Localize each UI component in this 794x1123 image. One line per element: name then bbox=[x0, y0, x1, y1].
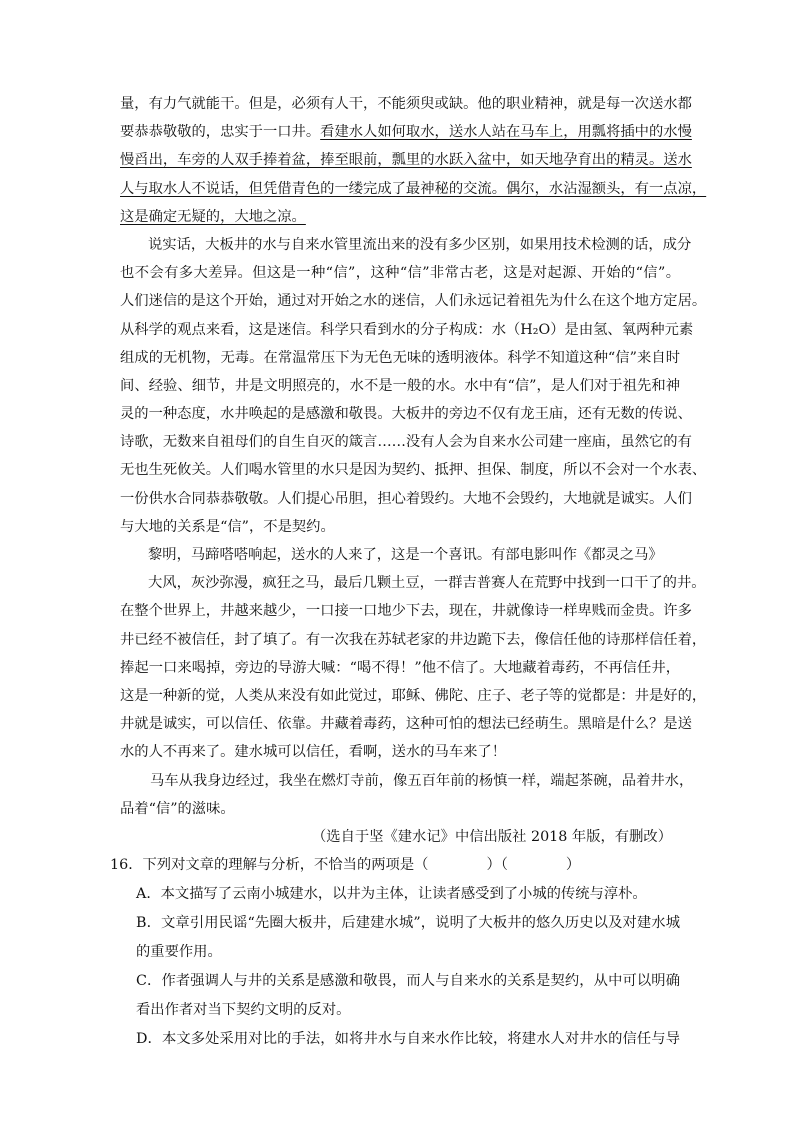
document-page bbox=[110, 90, 707, 1054]
text-line: 井已经不被信任，封了填了。有一次我在苏轼老家的井边跪下去，像信任他的诗那样信任着， bbox=[120, 631, 707, 648]
text-line: 诗歌，无数来自祖母们的自生自灭的箴言……没有人会为自来水公司建一座庙，虽然它的有 bbox=[120, 434, 692, 451]
text-line: 品着“信”的滋味。 bbox=[120, 800, 235, 817]
text-line: 人们迷信的是这个开始，通过对开始之水的迷信，人们永远记着祖先为什么在这个地方定居。 bbox=[120, 293, 707, 310]
question-16 bbox=[110, 851, 680, 1054]
text-line: 一份供水合同恭恭敬敬。人们提心吊胆，担心着毁约。大地不会毁约，大地就是诚实。人们 bbox=[120, 490, 692, 507]
underlined-line: 慢舀出，车旁的人双手捧着盆，捧至眼前，瓢里的水跃入盆中，如天地孕育出的精灵。送水 bbox=[120, 152, 692, 169]
option-b: B．文章引用民谣“先圈大板井，后建建水城”，说明了大板井的悠久历史以及对建水城 bbox=[136, 915, 680, 932]
text-line: 马车从我身边经过，我坐在燃灯寺前，像五百年前的杨慎一样，端起茶碗，品着井水， bbox=[150, 772, 694, 789]
text-line: 灵的一种态度，水井唤起的是感激和敬畏。大板井的旁边不仅有龙王庙，还有无数的传说、 bbox=[120, 406, 692, 423]
option-c: C．作者强调人与井的关系是感激和敬畏，而人与自来水的关系是契约，从中可以明确 bbox=[136, 973, 680, 990]
text-line: 组成的无机物，无毒。在常温常压下为无色无味的透明液体。科学不知道这种“信”来自时 bbox=[120, 349, 680, 366]
option-c-continued: 看出作者对当下契约文明的反对。 bbox=[136, 1002, 351, 1019]
option-d: D．本文多处采用对比的手法，如将井水与自来水作比较，将建水人对井水的信任与导 bbox=[136, 1031, 680, 1048]
text-line bbox=[120, 118, 692, 146]
question-stem-text: ）（ bbox=[486, 857, 508, 874]
underlined-line: 人与取水人不说话，但凭借青色的一缕完成了最神秘的交流。偶尔，水沾湿额头，有一点凉， bbox=[120, 180, 707, 197]
text-line: 这是一种新的觉，人类从来没有如此觉过，耶稣、佛陀、庄子、老子等的觉都是：井是好的， bbox=[120, 687, 707, 704]
underlined-text: 看建水人如何取水，送水人站在马车上，用瓢将插中的水慢 bbox=[320, 124, 692, 141]
paragraph-1 bbox=[120, 90, 707, 231]
text-line: 大风，灰沙弥漫，疯狂之马，最后几颗土豆，一群吉普赛人在荒野中找到一口干了的井。 bbox=[148, 575, 706, 592]
option-b-continued: 的重要作用。 bbox=[136, 944, 222, 961]
text-line: 水的人不再来了。建水城可以信任，看啊，送水的马车来了！ bbox=[120, 744, 507, 761]
paragraph-2 bbox=[120, 231, 707, 541]
text-line: 也不会有多大差异。但这是一种“信”，这种“信”非常古老，这是对起源、开始的“信”。 bbox=[120, 265, 680, 282]
text-line: 捧起一口来喝掉，旁边的导游大喊：“喝不得！”他不信了。大地藏着毒药，不再信任井， bbox=[120, 659, 680, 676]
text-line: 说实话，大板井的水与自来水管里流出来的没有多少区别，如果用技术检测的话，成分 bbox=[148, 236, 692, 253]
text-line: 与大地的关系是“信”，不是契约。 bbox=[120, 518, 335, 535]
question-stem-text: ） bbox=[565, 857, 581, 874]
underlined-line: 这是确定无疑的，大地之凉。 bbox=[120, 208, 306, 225]
text-line: 从科学的观点来看，这是迷信。科学只看到水的分子构成：水（H₂O）是由氢、氧两种元素 bbox=[120, 321, 694, 338]
text-line: 在整个世界上，井越来越少，一口接一口地少下去，现在，井就像诗一样卑贱而金贵。许多 bbox=[120, 603, 692, 620]
text-line: 无也生死攸关。人们喝水管里的水只是因为契约、抵押、担保、制度，所以不会对一个水表、 bbox=[120, 462, 707, 479]
source-citation: （选自于坚《建水记》中信出版社 2018 年版，有删改） bbox=[311, 828, 672, 845]
text-line: 间、经验、细节，井是文明照亮的，水不是一般的水。水中有“信”，是人们对于祖先和神 bbox=[120, 377, 680, 394]
paragraph-3 bbox=[120, 541, 680, 569]
text-line: 井就是诚实，可以信任、依靠。井藏着毒药，这种可怕的想法已经萌生。黑暗是什么？是送 bbox=[120, 716, 692, 733]
question-stem-text: 16．下列对文章的理解与分析，不恰当的两项是（ bbox=[110, 857, 429, 874]
paragraph-5 bbox=[120, 767, 694, 823]
text-line: 黎明，马蹄嗒嗒响起，送水的人来了，这是一个喜讯。有部电影叫作《都灵之马》 bbox=[148, 547, 663, 563]
text-line: 量，有力气就能干。但是，必须有人干，不能须臾或缺。他的职业精神，就是每一次送水都 bbox=[120, 96, 692, 112]
option-a: A．本文描写了云南小城建水，以井为主体，让读者感受到了小城的传统与淳朴。 bbox=[136, 886, 647, 903]
question-stem bbox=[110, 851, 680, 880]
paragraph-4 bbox=[120, 569, 707, 766]
text-segment: 要恭恭敬敬的，忠实于一口井。 bbox=[120, 124, 321, 141]
